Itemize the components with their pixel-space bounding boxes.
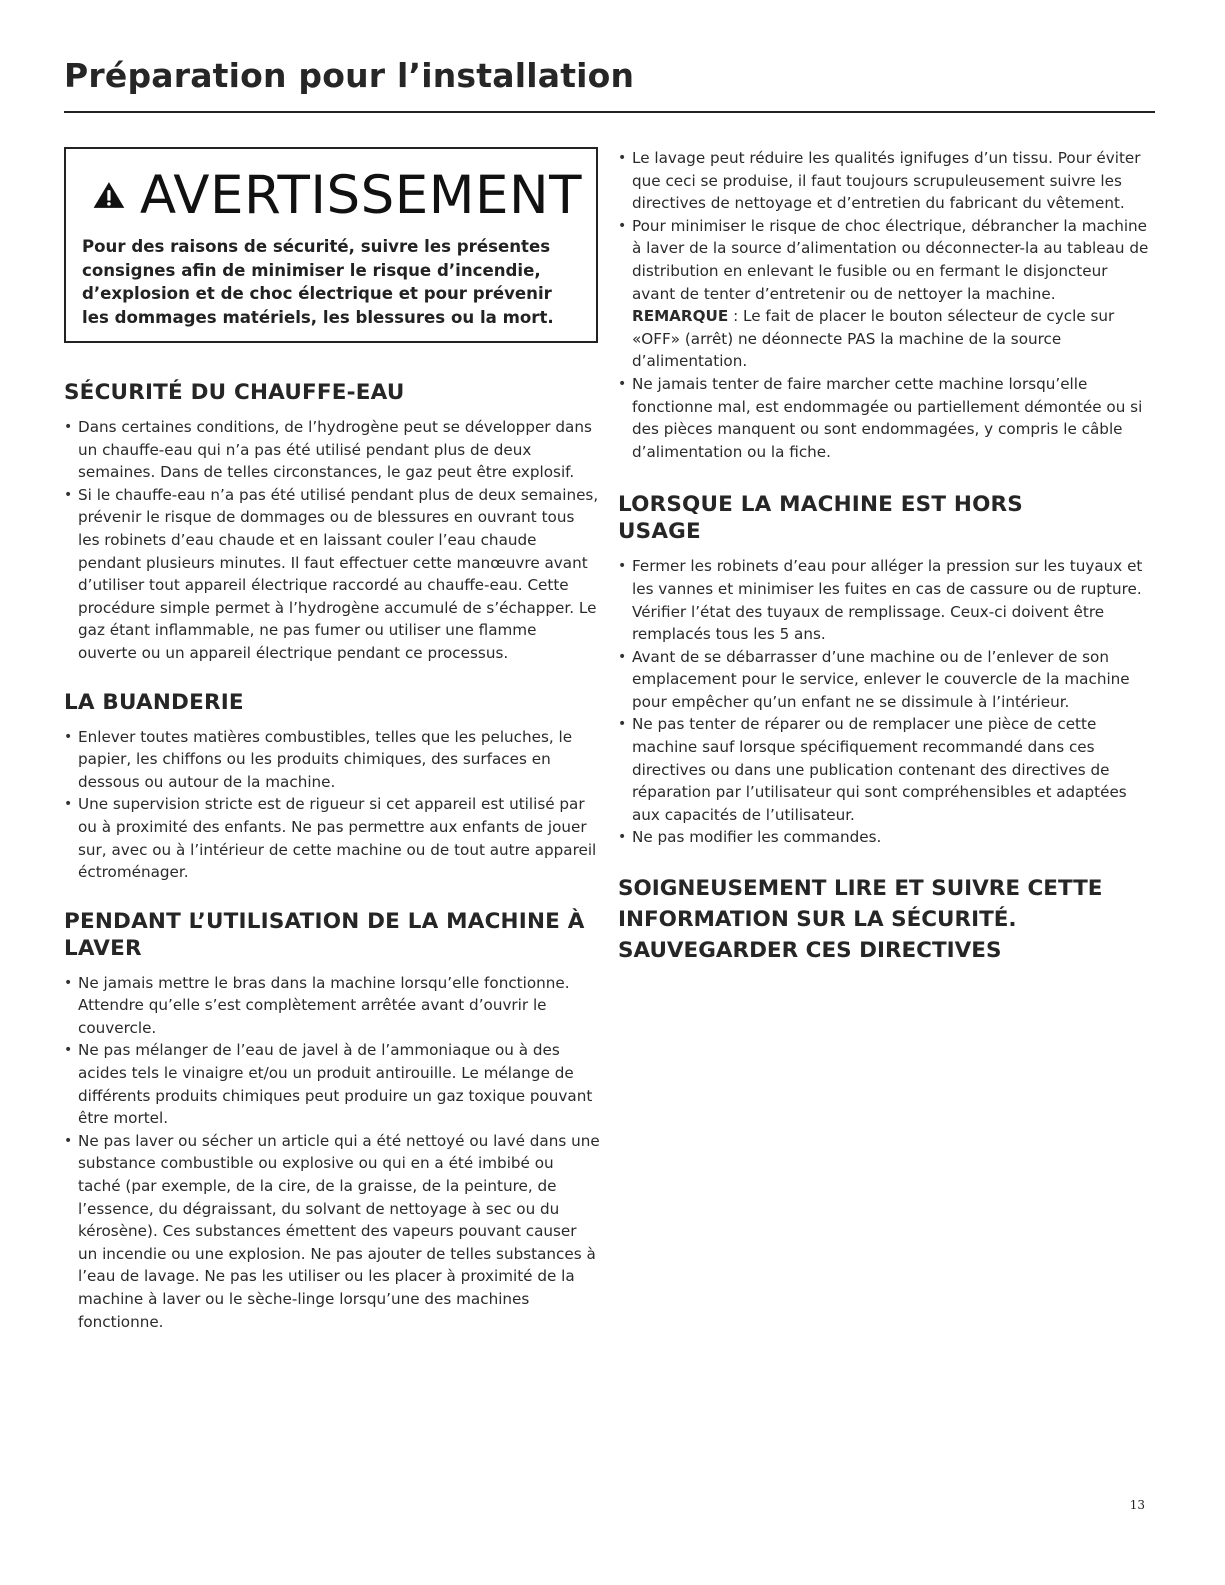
final-note-line: INFORMATION SUR LA SÉCURITÉ. [618,907,1017,933]
left-column [64,147,600,1357]
final-note-line: SAUVEGARDER CES DIRECTIVES [618,938,1002,964]
list-item: • Dans certaines conditions, de l’hydrogène peut se développer dans un chauffe-eau qui n’a pas été utilisé pendant plus de deux semaines. Dans de telles circonstances, le gaz peut être explosif. [64,416,600,484]
page-number: 13 [1129,1498,1145,1512]
final-note-line: SOIGNEUSEMENT LIRE ET SUIVRE CETTE [618,876,1103,902]
list-item: • Ne pas modifier les commandes. [618,826,1155,849]
list-laundry [64,726,600,884]
right-column [618,147,1155,966]
list-item: • Le lavage peut réduire les qualités ignifuges d’un tissu. Pour éviter que ceci se produise, il faut toujours scrupuleusement suivre les directives de nettoyage et d’entretien du fabricant du vêtement. [618,147,1155,215]
list-right-intro [618,147,1155,463]
final-safety-note [618,873,1155,966]
list-item: • Ne pas laver ou sécher un article qui a été nettoyé ou lavé dans une substance combustible ou explosive ou qui en a été imbibé ou taché (par exemple, de la cire, de la graisse, de la peinture, de l’essence, du dégraissant, du solvant de nettoyage à sec ou du kérosène). Ces substances émettent des vapeurs pouvant causer un incendie ou une explosion. Ne pas ajouter de telles substances à l’eau de lavage. Ne pas les utiliser ou les placer à proximité de la machine à laver ou le sèche-linge lorsqu’une des machines fonctionne. [64,1130,600,1333]
list-item: • Une supervision stricte est de rigueur si cet appareil est utilisé par ou à proximité des enfants. Ne pas permettre aux enfants de jouer sur, avec ou à l’intérieur de cette machine ou de tout autre appareil éctroménager. [64,793,600,883]
list-water-heater [64,416,600,665]
warning-text: Pour des raisons de sécurité, suivre les présentes consignes afin de minimiser le risque d’incendie, d’explosion et de choc électrique et pour prévenir les dommages matériels, les blessures ou la mort. [82,237,554,327]
section-heading-out-of-use: LORSQUE LA MACHINE EST HORS USAGE [618,492,1023,545]
list-out-of-use [618,555,1155,849]
warning-title: AVERTISSEMENT [139,164,582,226]
list-item: • Si le chauffe-eau n’a pas été utilisé pendant plus de deux semaines, prévenir le risque de dommages ou de blessures en ouvrant tous les robinets d’eau chaude et en laissant couler l’eau chaude pendant plusieurs minutes. Il faut effectuer cette manœuvre avant d’utiliser tout appareil électrique raccordé au chauffe-eau. Cette procédure simple permet à l’hydrogène accumulé de s’échapper. Le gaz étant inflammable, ne pas fumer ou utiliser une flamme ouverte ou un appareil électrique pendant ce processus. [64,484,600,665]
warning-header [92,159,582,231]
list-item-shock [618,215,1155,373]
list-item: • Ne pas tenter de réparer ou de remplacer une pièce de cette machine sauf lorsque spécifiquement recommandé dans ces directives ou dans une publication contenant des directives de réparation par l’utilisateur qui sont compréhensibles et adaptées aux capacités de l’utilisateur. [618,713,1155,826]
list-item: • Ne pas mélanger de l’eau de javel à de l’ammoniaque ou à des acides tels le vinaigre et/ou un produit antirouille. Le mélange de différents produits chimiques peut produire un gaz toxique pouvant être mortel. [64,1039,600,1129]
note-label: REMARQUE [632,307,729,326]
section-heading-laundry: LA BUANDERIE [64,689,244,715]
warning-triangle-icon [92,159,126,231]
section-heading-during-use: PENDANT L’UTILISATION DE LA MACHINE À LAVER [64,908,585,961]
list-during-use [64,972,600,1334]
section-heading-water-heater: SÉCURITÉ DU CHAUFFE-EAU [64,380,405,405]
list-item: • Fermer les robinets d’eau pour alléger la pression sur les tuyaux et les vannes et minimiser les fuites en cas de cassure ou de rupture. Vérifier l’état des tuyaux de remplissage. Ceux-ci doivent être remplacés tous les 5 ans. [618,555,1155,645]
warning-box [64,147,598,343]
list-item: • Enlever toutes matières combustibles, telles que les peluches, le papier, les chiffons ou les produits chimiques, des surfaces en dessous ou autour de la machine. [64,726,600,794]
shock-text-after: : Le fait de placer le bouton sélecteur de cycle sur «OFF» (arrêt) ne déonnecte PAS la machine de la source d’alimentation. [632,307,1115,371]
shock-text-before: Pour minimiser le risque de choc électrique, débrancher la machine à laver de la source d’alimentation ou déconnecter-la au tableau de distribution en enlevant le fusible ou en fermant le disjoncteur avant de tenter d’entretenir ou de nettoyer la machine. [632,216,1149,303]
title-rule [64,111,1155,113]
list-item: • Ne jamais mettre le bras dans la machine lorsqu’elle fonctionne. Attendre qu’elle s’est complètement arrêtée avant d’ouvrir le couvercle. [64,972,600,1040]
list-item: • Avant de se débarrasser d’une machine ou de l’enlever de son emplacement pour le service, enlever le couvercle de la machine pour empêcher qu’un enfant ne se dissimule à l’intérieur. [618,646,1155,714]
list-item: • Ne jamais tenter de faire marcher cette machine lorsqu’elle fonctionne mal, est endommagée ou partiellement démontée ou si des pièces manquent ou sont endommagées, y compris le câble d’alimentation ou la fiche. [618,373,1155,463]
page-title: Préparation pour l’installation [64,56,635,95]
